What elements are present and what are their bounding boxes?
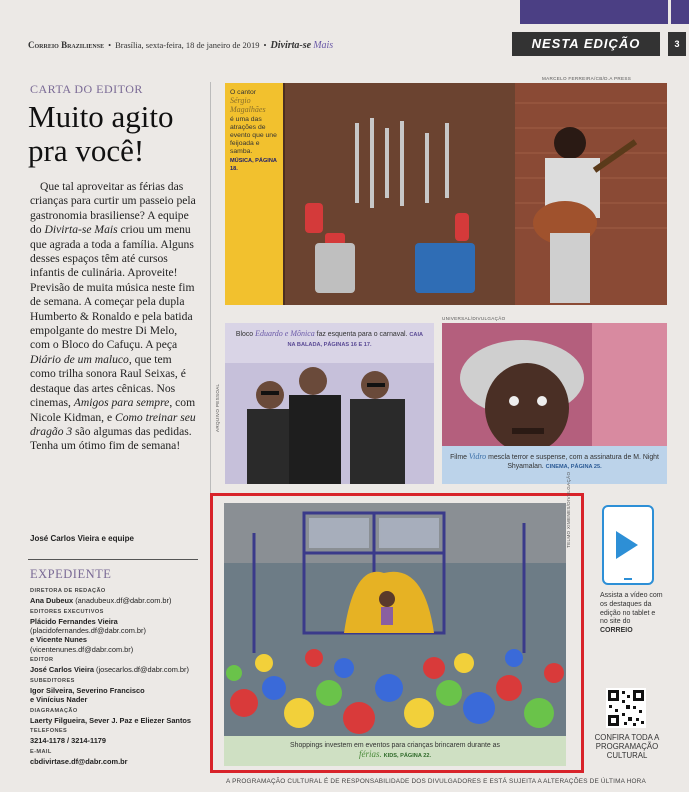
caption-playground: Shoppings investem em eventos para crianças brincarem durante as férias. KIDS, PÁGINA 22. [224, 736, 566, 766]
place-date: Brasília, sexta-feira, 18 de janeiro de 2019 [115, 40, 260, 50]
section-banner: NESTA EDIÇÃO [512, 32, 660, 56]
editorial-body: Que tal aproveitar as férias das crianças para curtir um passeio pela gastronomia brasiliense? A equipe do Divirta-se Mais criou um menu que agrada a toda a família. Alguns desses espaços têm até cursos infantis de culinária. Aproveite! Previsão de muita música neste fim de semana. A começar pela dupla Humberto & Ronaldo e pela batida empolgante do mestre Di Melo, com o Bloco do Cafuçu. A peça Diário de um maluco, que tem como trilha sonora Raul Seixas, é destaque das artes cênicas. Nos cinemas, Amigos para sempre, com Nicole Kidman, e Como treinar seu dragão 3 são algumas das pedidas. Tenha um ótimo fim de semana! [30, 180, 196, 453]
play-icon [616, 531, 638, 559]
photo-playground [224, 503, 566, 736]
editorial-signature: José Carlos Vieira e equipe [30, 534, 134, 543]
qr-code-icon[interactable] [606, 688, 646, 728]
editorial-headline: Muito agito pra você! [28, 99, 174, 168]
top-band [0, 0, 689, 26]
photo-credit: TELMO XIMENES/DIVULGAÇÃO [566, 471, 571, 548]
photo-singer [225, 83, 667, 305]
photo-credit: MARCELO FERREIRA/CB/D.A PRESS [542, 76, 632, 81]
staff-list: DIRETORA DE REDAÇÃO Ana Dubeux (anadubeux.df@dabr.com.br) EDITORES EXECUTIVOS Plácido Fernandes Vieira (placidofernandes.df@dabr.com.br) e Vicente Nunes (vicentenunes.df@dabr.com.br) EDITOR José Carlos Vieira (josecarlos.df@dabr.com.br) SUBEDITORES Igor Silveira, Severino Francisco e Vinícius Nader DIAGRAMAÇÃO Laerty Filgueira, Sever J. Paz e Eliezer Santos TELEFONES 3214-1178 / 3214-1179 E-MAIL cbdivirtase.df@dabr.com.br [30, 588, 192, 767]
banner-decoration-right [671, 0, 689, 24]
expediente-title: EXPEDIENTE [30, 567, 112, 581]
masthead: Correio Braziliense • Brasília, sexta-feira, 18 de janeiro de 2019 • Divirta-se Mais [28, 39, 334, 51]
caption-singer: O cantor Sérgio Magalhães é uma das atrações de evento que une feijoada e samba. MÚSICA, PÁGINA 18. [225, 83, 283, 305]
page-number: 3 [668, 32, 686, 56]
footer-disclaimer: A PROGRAMAÇÃO CULTURAL É DE RESPONSABILIDADE DOS DIVULGADORES E ESTÁ SUJEITA A ALTERAÇÕES DE ÚLTIMA HORA [226, 778, 646, 785]
tablet-video-icon[interactable] [602, 505, 654, 585]
video-promo: Assista a vídeo com os destaques da edição no tablet e no site do CORREIO [600, 592, 663, 635]
photo-credit: ARQUIVO PESSOAL [215, 383, 220, 432]
qr-caption: CONFIRA TODA A PROGRAMAÇÃO CULTURAL [594, 733, 660, 760]
caption-band: Bloco Eduardo e Mônica faz esquenta para o carnaval. CAIA NA BALADA, PÁGINAS 16 E 17. [225, 323, 434, 363]
section-name: Divirta-se [270, 39, 312, 51]
paper-name: Correio Braziliense [28, 40, 105, 50]
editorial-kicker: CARTA DO EDITOR [30, 82, 143, 96]
divider [28, 559, 198, 560]
photo-credit: UNIVERSAL/DIVULGAÇÃO [442, 316, 506, 321]
section-name-2: Mais [313, 39, 334, 51]
banner-decoration [520, 0, 668, 24]
caption-film: Filme Vidro mescla terror e suspense, com a assinatura de M. Night Shyamalan. CINEMA, PÁGINA 25. [442, 446, 667, 484]
